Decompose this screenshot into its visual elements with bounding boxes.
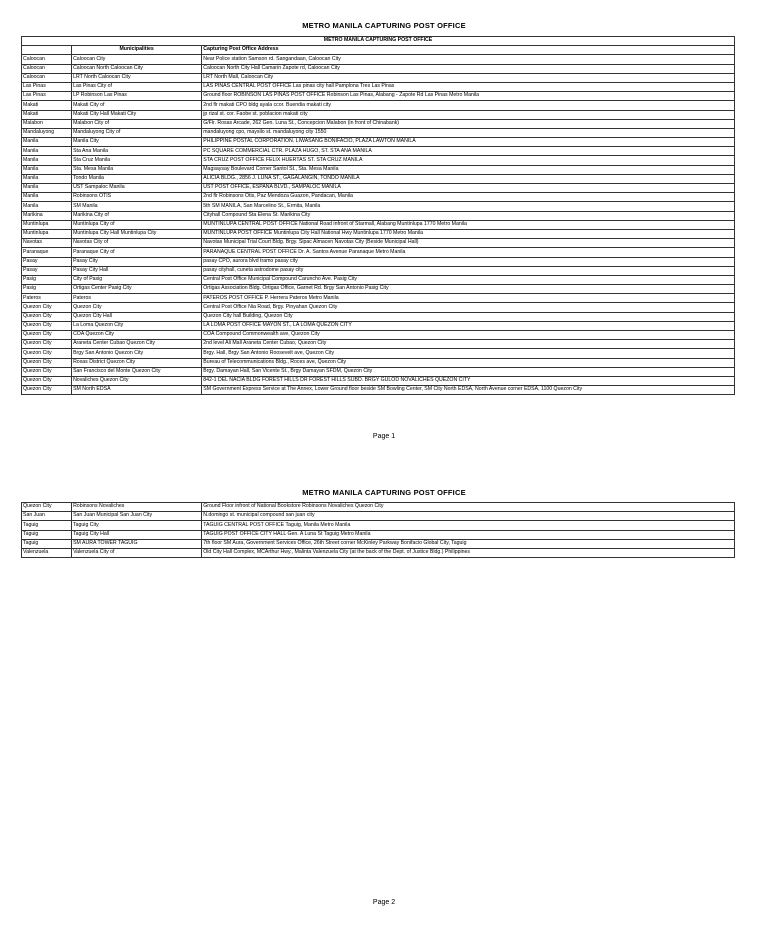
cell-address: PHILIPPINE POSTAL CORPORATION. LIWASANG BONIFACIO, PLAZA LAWTON MANILA xyxy=(202,138,735,147)
cell-municipality: Makati City of xyxy=(72,101,202,110)
cell-city: Quezon City xyxy=(22,503,72,512)
cell-address: SM Government Express Service at The Annex, Lower Ground floor beside SM Bowling Center, SM City North EDSA, North Avenue corner EDSA, 1100 Quezon City xyxy=(202,386,735,395)
cell-city: Quezon City xyxy=(22,367,72,376)
table-row xyxy=(22,376,735,385)
table-header-row xyxy=(22,46,735,55)
cell-municipality: Novaliches Quezon City xyxy=(72,376,202,385)
cell-address: Cityhall Compound Sta Elena St. Marikina City xyxy=(202,211,735,220)
page-number-2: Page 2 xyxy=(372,899,396,906)
cell-address: Old City Hall Complex, MCArthur Hwy., Malinta Valenzuela City (at the back of the Dept. of Justice Bldg.) Philippines xyxy=(202,548,735,557)
cell-municipality: Pateros xyxy=(72,294,202,303)
cell-address: TAGUIG CENTRAL POST OFFICE Taguig, Manila Metro Manila xyxy=(202,521,735,530)
cell-municipality: COA Quezon City xyxy=(72,331,202,340)
cell-city: Pateros xyxy=(22,294,72,303)
table-title-row xyxy=(22,37,735,46)
cell-city: Navotas xyxy=(22,239,72,248)
cell-city: Taguig xyxy=(22,521,72,530)
cell-address: 2nd level Ali Mall Araneta Center Cubao, Quezon City xyxy=(202,340,735,349)
cell-city: Manila xyxy=(22,138,72,147)
table-row xyxy=(22,539,735,548)
cell-municipality: Muntinlupa City of xyxy=(72,220,202,229)
cell-municipality: Tondo Manila xyxy=(72,174,202,183)
table-row xyxy=(22,503,735,512)
cell-address: UST POST OFFICE, ESPANA BLVD., SAMPALOC MANILA xyxy=(202,184,735,193)
table-row xyxy=(22,119,735,128)
table-row xyxy=(22,248,735,257)
cell-municipality: Pasay City Hall xyxy=(72,266,202,275)
table-row xyxy=(22,165,735,174)
cell-address: Central Post Office Municipal Compound Caruncho Ave. Pasig City xyxy=(202,275,735,284)
page-number-1: Page 1 xyxy=(372,433,396,440)
cell-municipality: Ortigas Center Pasig City xyxy=(72,285,202,294)
cell-city: Caloocan xyxy=(22,55,72,64)
cell-city: Las Pinas xyxy=(22,82,72,91)
cell-city: Caloocan xyxy=(22,73,72,82)
cell-municipality: Roxas District Quezon City xyxy=(72,358,202,367)
cell-city: Makati xyxy=(22,110,72,119)
cell-municipality: Quezon City Hall xyxy=(72,312,202,321)
cell-municipality: City of Pasig xyxy=(72,275,202,284)
table-row xyxy=(22,202,735,211)
table-row xyxy=(22,358,735,367)
cell-city: Quezon City xyxy=(22,358,72,367)
page-1-title: METRO MANILA CAPTURING POST OFFICE xyxy=(302,21,466,30)
cell-municipality: SM Manila xyxy=(72,202,202,211)
cell-city: Makati xyxy=(22,101,72,110)
cell-municipality: Malabon City of xyxy=(72,119,202,128)
table-row xyxy=(22,257,735,266)
table-row xyxy=(22,331,735,340)
post-office-table-page-2 xyxy=(21,502,735,558)
table-row xyxy=(22,138,735,147)
cell-address: MUNTINLUPA POST OFFICE Muntinlupa City Hall National Hwy Muntinlupa 1770 Metro Manila xyxy=(202,229,735,238)
cell-address: LRT North Mall, Caloocan City xyxy=(202,73,735,82)
cell-address: N.domingo st. municipal compound san juan city xyxy=(202,512,735,521)
table-row xyxy=(22,101,735,110)
cell-city: Quezon City xyxy=(22,303,72,312)
header-municipalities: Municipalities xyxy=(72,46,202,55)
cell-city: Pasay xyxy=(22,257,72,266)
cell-city: Taguig xyxy=(22,530,72,539)
cell-address: ALICIA BLDG., 2856 J. LUNA ST., GAGALANGIN, TONDO MANILA xyxy=(202,174,735,183)
cell-municipality: Sta. Mesa Manila xyxy=(72,165,202,174)
cell-city: Marikina xyxy=(22,211,72,220)
cell-municipality: Araneta Center Cubao Quezon City xyxy=(72,340,202,349)
cell-city: Quezon City xyxy=(22,349,72,358)
cell-municipality: Robinsons Novaliches xyxy=(72,503,202,512)
cell-address: Central Post Office Nia Road, Brgy. Pinyahan Quezon City xyxy=(202,303,735,312)
header-city xyxy=(22,46,72,55)
cell-address: Brgy. Hall, Brgy San Antonio Roosevelt ave, Quezon City xyxy=(202,349,735,358)
cell-city: Quezon City xyxy=(22,340,72,349)
cell-address: 842-1 DEL NACIA BLDG FOREST HILLS DR FOREST HILLS SUBD. BRGY GULOD NOVALICHES QUEZON CITY xyxy=(202,376,735,385)
cell-city: Pasig xyxy=(22,285,72,294)
cell-address: COA Compound Commonwealth ave, Quezon City xyxy=(202,331,735,340)
table-row xyxy=(22,548,735,557)
cell-address: mandaluyong cpo, maysilo st. mandaluyong city 1550 xyxy=(202,128,735,137)
cell-city: Quezon City xyxy=(22,376,72,385)
cell-municipality: Caloocan North Caloocan City xyxy=(72,64,202,73)
cell-municipality: Sta Cruz Manila xyxy=(72,156,202,165)
cell-city: Muntinlupa xyxy=(22,229,72,238)
cell-municipality: Marikina City of xyxy=(72,211,202,220)
cell-municipality: Muntinlupa City Hall Muntinlupa City xyxy=(72,229,202,238)
cell-municipality: San Juan Municipal San Juan City xyxy=(72,512,202,521)
table-row xyxy=(22,294,735,303)
cell-municipality: Mandaluyong City of xyxy=(72,128,202,137)
cell-municipality: SM AURA TOWER TAGUIG xyxy=(72,539,202,548)
cell-city: San Juan xyxy=(22,512,72,521)
cell-municipality: Manila City xyxy=(72,138,202,147)
post-office-table-page-1 xyxy=(21,36,735,395)
table-body-page-2 xyxy=(22,503,735,558)
page-2-title: METRO MANILA CAPTURING POST OFFICE xyxy=(302,488,466,497)
table-row xyxy=(22,349,735,358)
cell-city: Quezon City xyxy=(22,331,72,340)
cell-city: Las Pinas xyxy=(22,92,72,101)
cell-municipality: San Francisco del Monte Quezon City xyxy=(72,367,202,376)
cell-address: Magsaysay Boulevard Corner Santol St., Sta. Mesa Manila xyxy=(202,165,735,174)
cell-city: Caloocan xyxy=(22,64,72,73)
table-row xyxy=(22,275,735,284)
table-row xyxy=(22,521,735,530)
cell-address: jp rizal st. cor. Faobe st. poblacion makati city xyxy=(202,110,735,119)
cell-address: pasay CPO, aurora blvd tramo pasay city xyxy=(202,257,735,266)
cell-municipality: Quezon City xyxy=(72,303,202,312)
cell-city: Manila xyxy=(22,193,72,202)
cell-city: Valenzuela xyxy=(22,548,72,557)
table-row xyxy=(22,239,735,248)
cell-city: Quezon City xyxy=(22,386,72,395)
table-row xyxy=(22,367,735,376)
table-row xyxy=(22,156,735,165)
table-row xyxy=(22,229,735,238)
cell-address: Bureau of Telecommunications Bldg., Roces ave, Quezon City xyxy=(202,358,735,367)
cell-city: Manila xyxy=(22,184,72,193)
table-row xyxy=(22,303,735,312)
cell-municipality: Pasay City xyxy=(72,257,202,266)
cell-municipality: UST Sampaloc Manila xyxy=(72,184,202,193)
cell-address: Ground floor ROBINSON LAS PINAS POST OFFICE Robinson Las Pinas, Alabang - Zapote Rd Las Pinas Metro Manila xyxy=(202,92,735,101)
cell-municipality: Paranaque City of xyxy=(72,248,202,257)
table-row xyxy=(22,512,735,521)
table-row xyxy=(22,266,735,275)
table-row xyxy=(22,55,735,64)
table-row xyxy=(22,147,735,156)
cell-municipality: Brgy San Antonio Quezon City xyxy=(72,349,202,358)
table-row xyxy=(22,174,735,183)
cell-municipality: Taguig City Hall xyxy=(72,530,202,539)
cell-address: Caloocan North City Hall Camarin Zapote rd, Caloocan City xyxy=(202,64,735,73)
table-row xyxy=(22,211,735,220)
cell-city: Manila xyxy=(22,147,72,156)
cell-municipality: Robinsons OTIS xyxy=(72,193,202,202)
cell-municipality: SM North EDSA xyxy=(72,386,202,395)
cell-address: PC SQUARE COMMERCIAL CTR. PLAZA HUGO, ST. STA ANA MANILA xyxy=(202,147,735,156)
cell-address: Ground Floor infront of National Bookstore Robinsons Novaliches Quezon City xyxy=(202,503,735,512)
table-row xyxy=(22,128,735,137)
cell-municipality: La Loma Quezon City xyxy=(72,321,202,330)
cell-address: Navotas Municipal Trial Court Bldg. Brgy. Sipac Almacen Navotas City (Beside Municipal Hall) xyxy=(202,239,735,248)
cell-address: Ortigas Association Bldg. Ortigas Office, Garnet Rd. Brgy San Antonio Pasig City xyxy=(202,285,735,294)
table-row xyxy=(22,386,735,395)
table-row xyxy=(22,220,735,229)
cell-city: Manila xyxy=(22,202,72,211)
table-row xyxy=(22,285,735,294)
cell-municipality: Sta Ana Manila xyxy=(72,147,202,156)
cell-address: 2nd flr Robinsons Otis, Paz Mendoza Guazon, Pandacan, Manila xyxy=(202,193,735,202)
cell-municipality: LP Robinson Las Pinas xyxy=(72,92,202,101)
cell-address: 5th SM MANILA, San Marcelino St., Ermita, Manila xyxy=(202,202,735,211)
cell-address: 7th floor SM Aura, Government Services Office, 26th Street corner McKinley Parkway Bonifacio Global City, Taguig xyxy=(202,539,735,548)
cell-address: G/Flr. Rosas Arcade, 262 Gen. Luna St., Concepcion Malabon (in front of Chinabank) xyxy=(202,119,735,128)
cell-city: Muntinlupa xyxy=(22,220,72,229)
table-row xyxy=(22,64,735,73)
cell-city: Quezon City xyxy=(22,321,72,330)
cell-municipality: Navotas City of xyxy=(72,239,202,248)
cell-address: PARANAQUE CENTRAL POST OFFICE Dr. A. Santos Avenue Paranaque Metro Manila xyxy=(202,248,735,257)
cell-municipality: Valenzuela City of xyxy=(72,548,202,557)
cell-address: PATEROS POST OFFICE P. Herrera Pateros Metro Manila xyxy=(202,294,735,303)
cell-city: Manila xyxy=(22,156,72,165)
cell-address: 2nd flr makati CPO bldg ayala ccor. Buendia makati city xyxy=(202,101,735,110)
cell-municipality: LRT North Caloocan City xyxy=(72,73,202,82)
cell-city: Malabon xyxy=(22,119,72,128)
cell-municipality: Makati City Hall Makati City xyxy=(72,110,202,119)
table-row xyxy=(22,312,735,321)
cell-address: Brgy. Damayan Hall, San Vicente St., Brgy Damayan SFDM, Quezon City xyxy=(202,367,735,376)
cell-municipality: Las Pinas City of xyxy=(72,82,202,91)
cell-address: LA LOMA POST OFFICE MAYON ST., LA LOMA QUEZON CITY xyxy=(202,321,735,330)
cell-city: Manila xyxy=(22,174,72,183)
cell-city: Pasig xyxy=(22,275,72,284)
table-row xyxy=(22,184,735,193)
table-title: METRO MANILA CAPTURING POST OFFICE xyxy=(22,37,735,46)
cell-address: MUNTINLUPA CENTRAL POST OFFICE National Road infront of Starmall, Alabang Muntinlupa 1770 Metro Manila xyxy=(202,220,735,229)
table-row xyxy=(22,193,735,202)
cell-municipality: Caloocan City xyxy=(72,55,202,64)
cell-address: Near Police station Samson rd. Sangandaan, Caloocan City xyxy=(202,55,735,64)
cell-address: LAS PINAS CENTRAL POST OFFICE Las pinas city hall Pamplona Tres Las Pinas xyxy=(202,82,735,91)
table-row xyxy=(22,321,735,330)
cell-city: Paranaque xyxy=(22,248,72,257)
cell-address: STA CRUZ POST OFFICE FELIX HUERTAS ST. STA CRUZ MANILA xyxy=(202,156,735,165)
header-address: Capturing Post Office Address xyxy=(202,46,735,55)
cell-city: Taguig xyxy=(22,539,72,548)
cell-address: pasay cityhall, cuneta astrodome pasay city xyxy=(202,266,735,275)
cell-municipality: Taguig City xyxy=(72,521,202,530)
cell-city: Quezon City xyxy=(22,312,72,321)
table-row xyxy=(22,340,735,349)
table-body-page-1 xyxy=(22,55,735,395)
cell-city: Manila xyxy=(22,165,72,174)
table-row xyxy=(22,92,735,101)
cell-address: Quezon City hall Building, Quezon City xyxy=(202,312,735,321)
cell-city: Mandaluyong xyxy=(22,128,72,137)
table-row xyxy=(22,530,735,539)
table-row xyxy=(22,73,735,82)
table-row xyxy=(22,82,735,91)
cell-city: Pasay xyxy=(22,266,72,275)
table-row xyxy=(22,110,735,119)
cell-address: TAGUIG POST OFFICE CITY HALL Gen. A Luna St Taguig Metro Manila xyxy=(202,530,735,539)
